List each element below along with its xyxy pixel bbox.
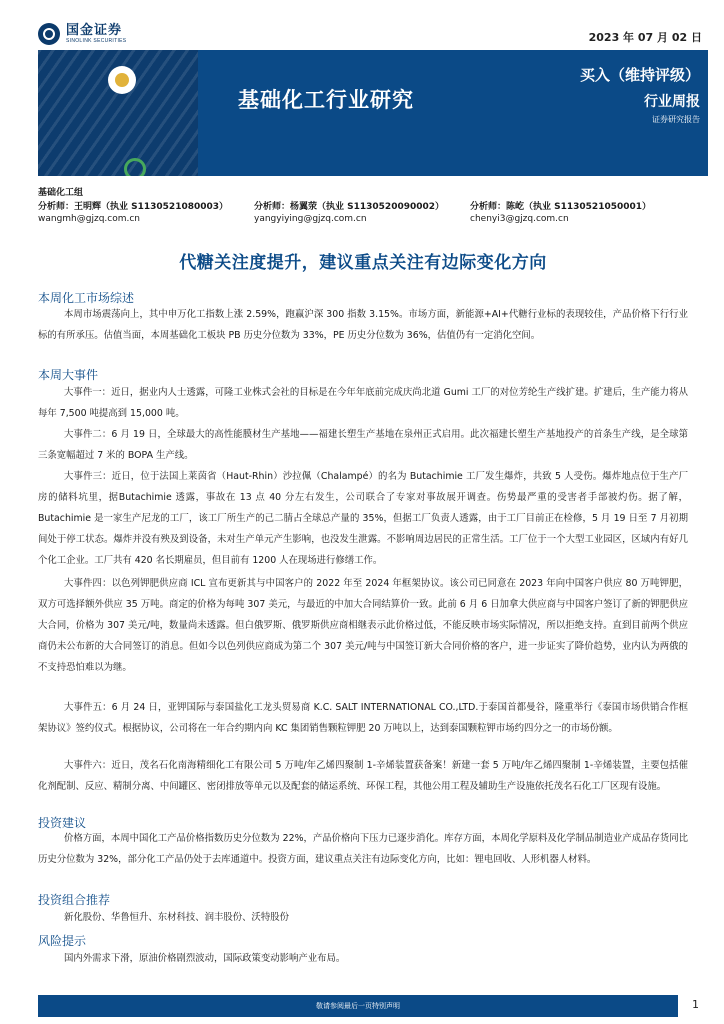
- market-review-paragraph: 本周市场震荡向上，其中申万化工指数上涨 2.59%，跑赢沪深 300 指数 3.15%。市场方面，新能源+AI+代糖行业标的表现较佳，产品价格下行行业标的有所承压。估值当面，本周基础化工板块 PB 历史分位数为 33%，PE 历史分位数为 36%，估值仍有一定消化空间。: [38, 309, 688, 341]
- report-type: 证券研究报告: [652, 115, 700, 124]
- risk-paragraph: 国内外需求下滑，原油价格剧烈波动，国际政策变动影响产业布局。: [64, 953, 346, 964]
- report-category: 行业周报: [644, 94, 700, 110]
- report-title: 基础化工行业研究: [238, 88, 414, 112]
- event-5-paragraph: 大事件五：6 月 24 日，亚钾国际与泰国盐化工龙头贸易商 K.C. SALT INTERNATIONAL CO.,LTD.于泰国首都曼谷，隆重举行《泰国市场供销合作框架协议》签约仪式。根据协议，公司将在一年合约期内向 KC 集团销售颗粒钾肥 20 万吨以上，达到泰国颗粒钾市场约四分之一的市场份额。: [38, 702, 688, 734]
- footer-bar: [38, 995, 678, 1017]
- section-title-portfolio: 投资组合推荐: [38, 893, 111, 907]
- logo-text-en: SINOLINK SECURITIES: [66, 38, 127, 44]
- analyst-1-email[interactable]: wangmh@gjzq.com.cn: [38, 214, 141, 224]
- logo-icon: [38, 23, 60, 45]
- section-title-market-review: 本周化工市场综述: [38, 291, 135, 305]
- section-title-investment-advice: 投资建议: [38, 816, 87, 830]
- analyst-3-label: 分析师：陈屹（执业 S1130521050001）: [470, 202, 652, 212]
- portfolio-paragraph: 新化股份、华鲁恒升、东材科技、润丰股份、沃特股份: [64, 912, 290, 923]
- analyst-2-label: 分析师：杨翼荥（执业 S1130520090002）: [254, 202, 445, 212]
- footer-disclaimer[interactable]: 敬请参阅最后一页特别声明: [316, 1002, 400, 1010]
- team-name: 基础化工组: [38, 188, 84, 198]
- analyst-3-email[interactable]: chenyi3@gjzq.com.cn: [470, 214, 569, 224]
- page-number: 1: [692, 998, 699, 1011]
- company-logo: [38, 22, 126, 46]
- analyst-2-email[interactable]: yangyiying@gjzq.com.cn: [254, 214, 367, 224]
- emblem-icon: [108, 66, 136, 94]
- event-1-paragraph: 大事件一：近日，据业内人士透露，可隆工业株式会社的目标是在今年年底前完成庆尚北道 Gumi 工厂的对位芳纶生产线扩建。扩建后，生产能力将从每年 7,500 吨提高到 15,000 吨。: [38, 387, 688, 419]
- event-2-paragraph: 大事件二：6 月 19 日，全球最大的高性能膜材生产基地——福建长塑生产基地在泉州正式启用。此次福建长塑生产基地投产的首条生产线，是全球第三条宽幅超过 7 米的 BOPA 生产线。: [38, 429, 688, 461]
- report-date: 2023 年 07 月 02 日: [588, 31, 702, 44]
- section-title-risk: 风险提示: [38, 934, 87, 948]
- event-3-paragraph: 大事件三：近日，位于法国上莱茵省（Haut-Rhin）沙拉佩（Chalampé）的名为 Butachimie 工厂发生爆炸，共致 5 人受伤。爆炸地点位于生产厂房的储料坑里，据Butachimie 透露，事故在 13 点 40 分左右发生，公司联合了专家对事故展开调查。伤势最严重的受害者手部被灼伤。据了解，Butachimie 是一家生产尼龙的工厂，该工厂所生产的己二腈占全球总产量的 35%，但据工厂负责人透露，由于工厂目前正在检修，5 月 19 日至 7 月初期间处于停工状态。爆炸并没有殃及到设备，未对生产单元产生影响，也没发生泄露。不影响周边居民的正常生活。工厂位于一个大型工业园区，区域内有好几个化工企业。工厂共有 420 名长期雇员，但目前有 1200 人在现场进行修缮工作。: [38, 471, 688, 566]
- event-6-paragraph: 大事件六：近日，茂名石化南海精细化工有限公司 5 万吨/年乙烯四聚制 1-辛烯装置获备案！新建一套 5 万吨/年乙烯四聚制 1-辛烯装置，主要包括催化剂配制、反应、精制分离、中间罐区、密闭排放等单元以及配套的储运系统、环保工程，其他公用工程及辅助生产设施依托茂名石化工厂区现有设施。: [38, 760, 688, 792]
- analyst-1-label: 分析师：王明辉（执业 S1130521080003）: [38, 202, 229, 212]
- section-title-major-events: 本周大事件: [38, 368, 99, 382]
- investment-advice-paragraph: 价格方面，本周中国化工产品价格指数历史分位数为 22%，产品价格向下压力已逐步消化。库存方面，本周化学原料及化学制品制造业产成品存货同比历史分位数为 32%，部分化工产品仍处于去库通道中。投资方面，建议重点关注有边际变化方向，比如：锂电回收、人形机器人材料。: [38, 833, 688, 865]
- event-4-paragraph: 大事件四：以色列钾肥供应商 ICL 宣布更新其与中国客户的 2022 年至 2024 年框架协议。该公司已同意在 2023 年向中国客户供应 80 万吨钾肥，双方可选择额外供应 35 万吨。商定的价格为每吨 307 美元，与最近的中加大合同结算价一致。此前 6 月 6 日加拿大供应商与中国客户签订了新的钾肥供应大合同，价格为 307 美元/吨，数量尚未透露。但白俄罗斯、俄罗斯供应商相继表示此价格过低，不能反映市场实际情况，所以拒绝支持。直到目前两个供应商仍未公布新的大合同签订的消息。但如今以色列供应商成为第二个 307 美元/吨与中国签订新大合同价格的客户，进一步证实了降价趋势，业内认为两俄的不支持恐怕难以为继。: [38, 578, 688, 673]
- logo-text-cn: 国金证券: [66, 23, 123, 38]
- rating-label: 买入（维持评级）: [579, 66, 700, 84]
- ring-icon: [124, 158, 146, 176]
- headline: 代糖关注度提升，建议重点关注有边际变化方向: [179, 253, 547, 273]
- title-banner: [38, 50, 708, 176]
